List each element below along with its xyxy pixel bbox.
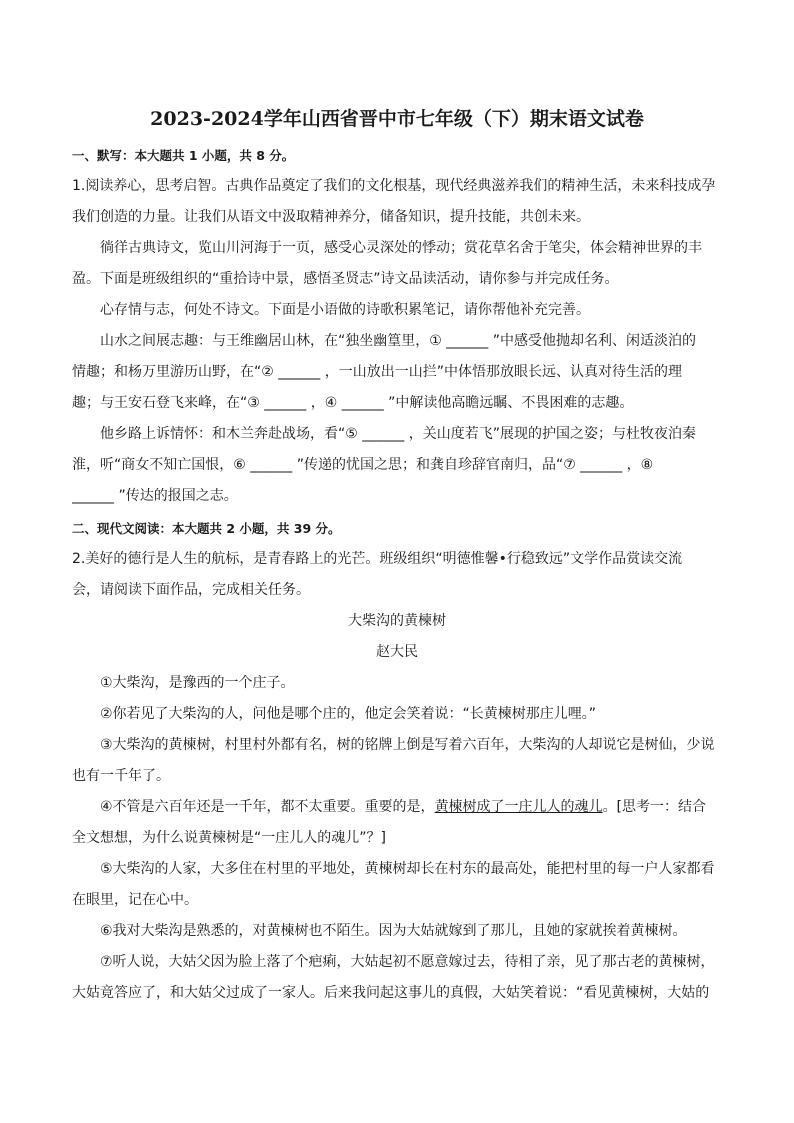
q1-line: 淮，听“商女不知亡国恨，⑥ ______ ”传递的忧国之思；和龚自珍辞官南归，品“⑦ ______ ，⑧ bbox=[72, 457, 654, 473]
section-2-heading: 二、现代文阅读：本大题共 2 小题，共 39 分。 bbox=[72, 521, 341, 536]
q1-line: 徜徉古典诗文，览山川河海于一页，感受心灵深处的悸动；赏花草名舍于笔尖，体会精神世界的丰 bbox=[100, 240, 702, 256]
think-prompt: 。[思考一：结合 bbox=[602, 799, 707, 815]
q2-line: 会，请阅读下面作品，完成相关任务。 bbox=[72, 582, 310, 598]
article-paragraph-2: ②你若见了大柴沟的人，问他是哪个庄的，他定会笑着说：“长黄楝树那庄儿哩。” bbox=[100, 706, 597, 722]
underlined-sentence: 黄楝树成了一庄儿人的魂儿 bbox=[434, 799, 603, 815]
article-title: 大柴沟的黄楝树 bbox=[348, 613, 446, 629]
q1-line: ______ ”传达的报国之志。 bbox=[72, 488, 238, 504]
exam-title: 2023-2024学年山西省晋中市七年级（下）期末语文试卷 bbox=[150, 108, 644, 130]
article-paragraph-3: ③大柴沟的黄楝树，村里村外都有名，树的铭牌上倒是写着六百年，大柴沟的人却说它是树仙，少说 bbox=[100, 737, 715, 753]
article-author: 赵大民 bbox=[376, 644, 418, 660]
q1-line: 我们创造的力量。让我们从语文中汲取精神养分，储备知识，提升技能，共创未来。 bbox=[72, 209, 590, 225]
section-1-heading: 一、默写：本大题共 1 小题，共 8 分。 bbox=[72, 148, 295, 163]
article-paragraph-5-cont: 在眼里，记在心中。 bbox=[72, 892, 198, 908]
article-paragraph-5: ⑤大柴沟的人家，大多住在村里的平地处，黄楝树却长在村东的最高处，能把村里的每一户人家都看 bbox=[100, 861, 715, 877]
article-paragraph-7-cont: 大姑竟答应了，和大姑父过成了一家人。后来我问起这事儿的真假，大姑笑着说：“看见黄楝树，大姑的 bbox=[72, 985, 710, 1001]
article-paragraph-4-cont: 全文想想，为什么说黄楝树是“一庄儿人的魂儿”？] bbox=[72, 830, 386, 846]
q1-line: 山水之间展志趣：与王维幽居山林，在“独坐幽篁里，① ______ ”中感受他抛却名利、闲适淡泊的 bbox=[100, 333, 696, 349]
article-paragraph-6: ⑥我对大柴沟是熟悉的，对黄楝树也不陌生。因为大姑就嫁到了那儿，且她的家就挨着黄楝树。 bbox=[100, 923, 687, 939]
q1-line: 他乡路上诉情怀：和木兰奔赴战场，看“⑤ ______ ，关山度若飞”展现的护国之姿；与杜牧夜泊秦 bbox=[100, 426, 696, 442]
article-paragraph-4 bbox=[100, 797, 760, 817]
q1-line: 心存情与志，何处不诗文。下面是小语做的诗歌积累笔记，请你帮他补充完善。 bbox=[100, 302, 590, 318]
q1-line: 趣；与王安石登飞来峰，在“③ ______ ，④ ______ ”中解读他高瞻远瞩、不畏困难的志趣。 bbox=[72, 395, 634, 411]
q1-line: 情趣；和杨万里游历山野，在“② ______ ，一山放出一山拦”中体悟那放眼长远、认真对待生活的理 bbox=[72, 364, 682, 380]
article-paragraph-7: ⑦听人说，大姑父因为脸上落了个疤痢，大姑起初不愿意嫁过去，待相了亲，见了那古老的黄楝树， bbox=[100, 954, 715, 970]
q1-line: 1.阅读养心，思考启智。古典作品奠定了我们的文化根基，现代经典滋养我们的精神生活，未来科技成孕 bbox=[72, 178, 716, 194]
q2-line: 2.美好的德行是人生的航标，是青春路上的光芒。班级组织“明德惟馨•行稳致远”文学作品赏读交流 bbox=[72, 551, 683, 567]
paragraph-4-text: ④不管是六百年还是一千年，都不太重要。重要的是， bbox=[100, 799, 435, 815]
article-paragraph-3-cont: 也有一千年了。 bbox=[72, 768, 170, 784]
article-paragraph-1: ①大柴沟，是豫西的一个庄子。 bbox=[100, 675, 295, 691]
q1-line: 盈。下面是班级组织的“重拾诗中景，感悟圣贤志”诗文品读活动，请你参与并完成任务。 bbox=[72, 271, 619, 287]
